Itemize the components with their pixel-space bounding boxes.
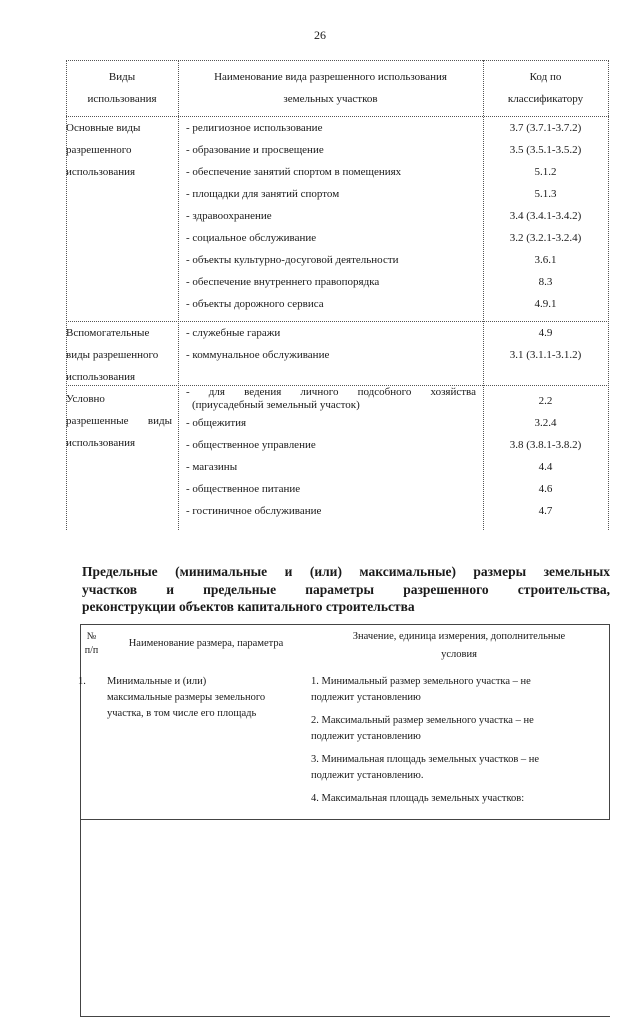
parameter-values — [311, 674, 607, 807]
table-border — [178, 60, 179, 530]
parameter-name: Минимальные и (или) максимальные размеры земельного участка, в том числе его площадь — [107, 676, 266, 719]
auxiliary-uses-codes — [483, 322, 608, 366]
auxiliary-uses-list — [186, 322, 483, 366]
code-value: 3.2.4 — [534, 417, 557, 429]
list-item: - коммунальное обслуживание — [186, 349, 330, 361]
code-value: 3.2 (3.2.1-3.2.4) — [509, 232, 582, 244]
list-item: - объекты дорожного сервиса — [186, 298, 324, 310]
code-value: 3.4 (3.4.1-3.4.2) — [509, 210, 582, 222]
header-parameter-name: Наименование размера, параметра — [128, 638, 284, 649]
list-item: - обеспечение внутреннего правопорядка — [186, 276, 380, 288]
code-value: 3.7 (3.7.1-3.7.2) — [509, 122, 582, 134]
row-number: 1. — [78, 676, 86, 687]
list-item: - обеспечение занятий спортом в помещениях — [186, 166, 402, 178]
code-value: 3.6.1 — [534, 254, 557, 266]
list-item: - образование и просвещение — [186, 144, 324, 156]
land-use-table — [66, 60, 609, 530]
list-item: - магазины — [186, 461, 238, 473]
list-item: 3. Минимальная площадь земельных участков – не подлежит установлению. — [311, 754, 540, 781]
header-code: Код по классификатору — [507, 71, 584, 105]
code-value: 4.4 — [538, 461, 553, 473]
list-item: 2. Максимальный размер земельного участка – не подлежит установлению — [311, 715, 534, 742]
code-value: 2.2 — [538, 395, 553, 407]
code-value: 4.6 — [538, 483, 553, 495]
code-value: 3.8 (3.8.1-3.8.2) — [509, 439, 582, 451]
code-value: 4.9 — [538, 327, 553, 339]
kind-conditional: Условно разрешенные виды использования — [66, 393, 172, 449]
header-name: Наименование вида разрешенного использования земельных участков — [214, 71, 447, 105]
code-value: 4.9.1 — [534, 298, 557, 310]
code-value: 4.7 — [538, 505, 553, 517]
code-value: 5.1.2 — [534, 166, 557, 178]
list-item: - служебные гаражи — [186, 327, 281, 339]
kind-main: Основные виды разрешенного использования — [66, 122, 141, 178]
conditional-uses-list — [186, 386, 476, 522]
list-item: - площадки для занятий спортом — [186, 188, 340, 200]
list-item: - объекты культурно-досуговой деятельности — [186, 254, 399, 266]
page-number: 26 — [314, 28, 326, 42]
list-item: - общественное управление — [186, 439, 316, 451]
list-item: 1. Минимальный размер земельного участка – не подлежит установлению — [311, 676, 531, 703]
main-uses-codes — [483, 117, 608, 315]
list-item: - гостиничное обслуживание — [186, 505, 322, 517]
header-number: № п/п — [84, 631, 99, 656]
list-item: - религиозное использование — [186, 122, 323, 134]
header-kind: Виды использования — [87, 71, 157, 105]
code-value: 3.5 (3.5.1-3.5.2) — [509, 144, 582, 156]
kind-auxiliary: Вспомогательные виды разрешенного использования — [66, 327, 159, 383]
table-border — [608, 60, 609, 530]
list-item: - здравоохранение — [186, 210, 272, 222]
list-item: - общежития — [186, 417, 247, 429]
parameters-table — [80, 624, 610, 820]
list-item: - общественное питание — [186, 483, 301, 495]
list-item: (приусадебный земельный участок) — [192, 399, 360, 411]
code-value: 3.1 (3.1.1-3.1.2) — [509, 349, 582, 361]
list-item: - социальное обслуживание — [186, 232, 317, 244]
list-item: 4. Максимальная площадь земельных участков: — [311, 793, 525, 804]
list-item: - для ведения личного подсобного хозяйства — [186, 386, 476, 398]
code-value: 8.3 — [538, 276, 553, 288]
conditional-uses-codes — [483, 390, 608, 522]
code-value: 5.1.3 — [534, 188, 557, 200]
table-border — [66, 60, 609, 61]
main-uses-list — [186, 117, 483, 315]
section-heading: Предельные (минимальные и (или) максимальные) размеры земельных участков и предельные параметры разрешенного строительства, реконструкции объектов капитального строительства — [82, 564, 610, 614]
table-border — [80, 820, 610, 1016]
header-value: Значение, единица измерения, дополнительные условия — [352, 631, 566, 660]
